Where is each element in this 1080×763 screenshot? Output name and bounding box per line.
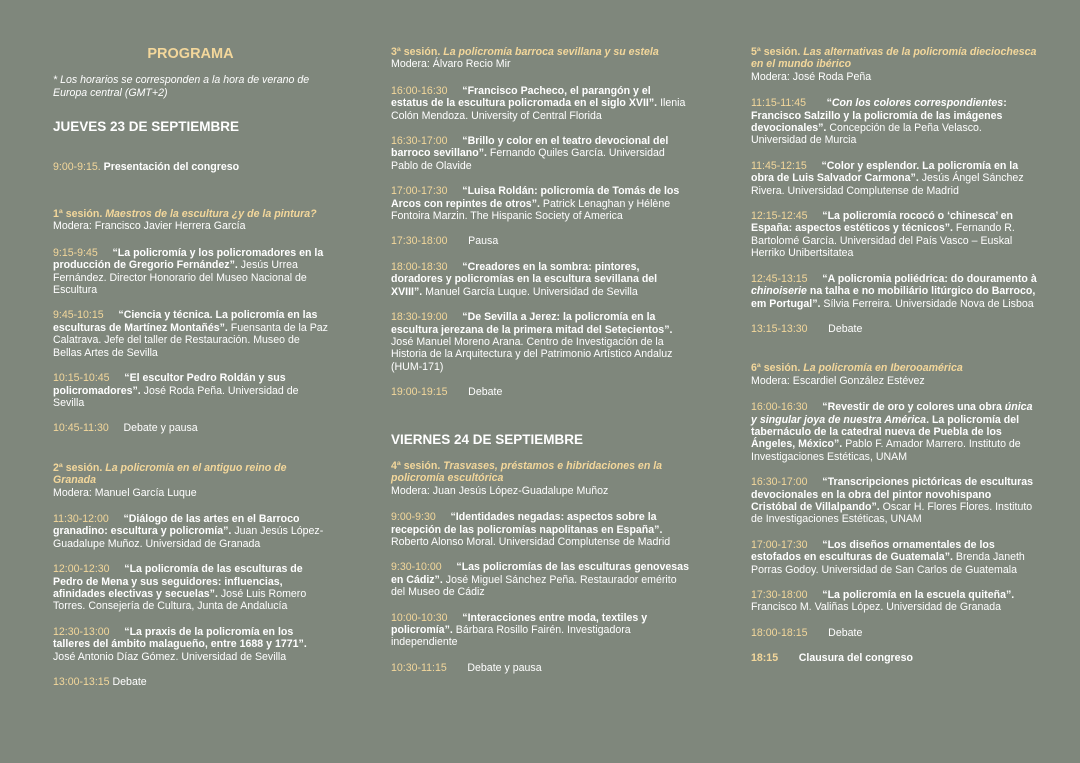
talk-speaker: Jesús Urrea Fernández. Director Honorario del Museo Nacional de Escultura <box>53 259 307 297</box>
talk-title: “Luisa Roldán: policromía de Tomás de los Arcos con repintes de otros”. <box>391 185 680 210</box>
talk-item <box>751 589 1037 614</box>
talk-title-start: “ <box>826 97 832 110</box>
closing-time: 18:15 <box>751 652 779 665</box>
talk-time: 12:00-12:30 <box>53 563 110 576</box>
break-text: Debate <box>468 386 503 399</box>
talk-item <box>751 97 1037 147</box>
talk-time: 9:45-10:15 <box>53 309 104 322</box>
talk-item <box>391 612 689 649</box>
talk-item <box>53 247 328 297</box>
talk-time: 10:00-10:30 <box>391 611 448 624</box>
session-moderator: Modera: Manuel García Luque <box>53 486 197 499</box>
talk-time: 18:30-19:00 <box>391 311 448 324</box>
break-time: 19:00-19:15 <box>391 386 448 399</box>
talk-item <box>53 626 328 663</box>
session-moderator: Modera: José Roda Peña <box>751 70 872 83</box>
session-4 <box>391 460 689 497</box>
opening-time: 9:00-9:15. <box>53 160 101 173</box>
talk-speaker: José Roda Peña. Universidad de Sevilla <box>53 384 299 409</box>
talk-speaker: Oscar H. Flores Flores. Instituto de Investigaciones Estéticas, UNAM <box>751 500 1033 526</box>
closing-text: Clausura del congreso <box>798 652 913 665</box>
break-item <box>53 422 328 434</box>
talk-title: “La policromía en la escuela quiteña”. <box>822 589 1015 601</box>
pause-text: Pausa <box>468 235 499 248</box>
day-heading-friday: VIERNES 24 DE SEPTIEMBRE <box>391 431 584 447</box>
talk-title: “Ciencia y técnica. La policromía en las esculturas de Martínez Montañés”. <box>53 309 318 334</box>
closing-item <box>751 652 1037 664</box>
talk-item <box>53 372 328 409</box>
talk-item <box>751 401 1037 463</box>
talk-item <box>53 309 328 359</box>
talk-item <box>391 135 689 172</box>
talk-title-italic: chinoiserie <box>751 285 807 298</box>
session-6 <box>751 362 1037 387</box>
talk-time: 11:45-12:15 <box>751 159 807 172</box>
session-moderator: Modera: Álvaro Recio Mir <box>391 58 511 71</box>
column-2 <box>391 46 689 687</box>
session-name: Trasvases, préstamos e hibridaciones en la policromía escultórica <box>391 459 663 485</box>
break-text: Debate <box>112 676 147 688</box>
session-name: Maestros de la escultura ¿y de la pintura? <box>105 208 317 221</box>
talk-item <box>751 160 1037 197</box>
talk-time: 9:00-9:30 <box>391 511 436 524</box>
talk-speaker: Juan Jesús López-Guadalupe Muñoz. Universidad de Granada <box>53 525 324 550</box>
talk-time: 9:30-10:00 <box>391 561 442 574</box>
talk-time: 12:15-12:45 <box>751 210 808 223</box>
break-time: 13:00-13:15 <box>53 676 110 688</box>
break-time: 10:45-11:30 <box>53 422 109 435</box>
talk-title: “Transcripciones pictóricas de esculturas devocionales en la obra del pintor novohispano Cristóbal de Villalpando”. <box>751 476 1034 513</box>
talk-item <box>53 563 328 613</box>
talk-speaker: Pablo F. Amador Marrero. Instituto de Investigaciones Estéticas, UNAM <box>751 438 1021 463</box>
break-text: Debate <box>828 322 863 335</box>
talk-title-end: : Francisco Salzillo y la policromía de las imágenes devocionales”. <box>751 97 1007 135</box>
talk-time: 11:30-12:00 <box>53 512 109 525</box>
break-time: 13:15-13:30 <box>751 322 808 335</box>
talk-time: 11:15-11:45 <box>751 97 806 110</box>
talk-title: “La praxis de la policromía en los talleres del ámbito malagueño, entre 1688 y 1771”. <box>53 625 307 651</box>
session-name: La policromía en el antiguo reino de Granada <box>53 461 287 487</box>
talk-title-end: na talha e no mobiliário litúrgico do Barroco, em Portugal”. <box>751 285 1036 310</box>
talk-item <box>751 210 1037 260</box>
session-name: Las alternativas de la policromía dieciochesca en el mundo ibérico <box>751 46 1037 71</box>
talk-title: “Diálogo de las artes en el Barroco granadino: escultura y policromía”. <box>53 512 300 538</box>
talk-title: “Color y esplendor. La policromía en la obra de Luis Salvador Carmona”. <box>751 159 1019 185</box>
talk-speaker: José Luis Romero Torres. Consejería de Cultura, Junta de Andalucía <box>53 587 307 613</box>
talk-item <box>391 85 689 122</box>
talk-time: 17:00-17:30 <box>751 538 808 551</box>
pause-time: 17:30-18:00 <box>391 235 448 248</box>
talk-item <box>751 476 1037 526</box>
opening-text: Presentación del congreso <box>103 160 240 173</box>
talk-title: “Interacciones entre moda, textiles y policromía”. <box>391 611 648 636</box>
talk-speaker: Fernando R. Bartolomé García. Universidad del País Vasco – Euskal Herriko Unibertsitatea <box>751 222 1015 260</box>
talk-time: 17:30-18:00 <box>751 589 808 601</box>
talk-title: “La policromía de las esculturas de Pedro de Mena y sus seguidores: influencias, afinidades electivas y secuelas”. <box>53 563 303 600</box>
talk-speaker: José Manuel Moreno Arana. Centro de Investigación de la Historia de la Arquitectura y del Patrimonio Artístico Andaluz (HUM-171) <box>391 335 673 373</box>
talk-item <box>751 273 1037 310</box>
talk-speaker: Sílvia Ferreira. Universidade Nova de Lisboa <box>823 297 1034 310</box>
talk-item <box>391 561 689 598</box>
break-item <box>391 662 689 674</box>
talk-title: “El escultor Pedro Roldán y sus policromadores”. <box>53 372 286 397</box>
talk-item <box>391 511 689 548</box>
talk-title-end: . La policromía del tabernáculo de la catedral nueva de Puebla de los Ángeles, México”. <box>751 413 1020 451</box>
talk-time: 17:00-17:30 <box>391 185 448 198</box>
talk-item <box>751 539 1037 576</box>
session-label: 1ª sesión. <box>53 208 103 221</box>
session-2 <box>53 462 328 499</box>
talk-speaker: José Antonio Díaz Gómez. Universidad de Sevilla <box>53 650 287 663</box>
talk-time: 12:45-13:15 <box>751 272 808 285</box>
talk-speaker: Jesús Ángel Sánchez Rivera. Universidad Complutense de Madrid <box>751 172 1024 197</box>
session-label: 3ª sesión. <box>391 46 441 58</box>
session-1 <box>53 208 328 233</box>
session-name: La policromía en Iberooamérica <box>803 362 963 375</box>
talk-time: 18:00-18:30 <box>391 260 448 273</box>
talk-speaker: Patrick Lenaghan y Hélène Fontoira Marzin. The Hispanic Society of America <box>391 197 671 223</box>
session-label: 6ª sesión. <box>751 362 801 375</box>
talk-title: “Las policromías de las esculturas genovesas en Cádiz”. <box>391 561 689 586</box>
session-label: 2ª sesión. <box>53 461 103 474</box>
talk-time: 16:00-16:30 <box>751 401 808 414</box>
break-item <box>53 676 328 688</box>
talk-title: “La policromía y los policromadores en la producción de Gregorio Fernández”. <box>53 246 324 272</box>
talk-speaker: Concepción de la Peña Velasco. Universidad de Murcia <box>751 122 982 147</box>
talk-speaker: Fernando Quiles García. Universidad Pablo de Olavide <box>391 147 665 172</box>
talk-time: 16:30-17:00 <box>751 476 808 489</box>
talk-speaker: Manuel García Luque. Universidad de Sevilla <box>425 285 638 298</box>
column-3 <box>751 46 1037 678</box>
session-moderator: Modera: Francisco Javier Herrera García <box>53 220 246 233</box>
talk-speaker: Ilenia Colón Mendoza. University of Central Florida <box>391 97 686 122</box>
opening-item <box>53 161 328 173</box>
talk-time: 16:30-17:00 <box>391 135 448 148</box>
program-title: PROGRAMA <box>147 46 234 62</box>
talk-title: “De Sevilla a Jerez: la policromía en la escultura jerezana de la primera mitad del Setecientos”. <box>391 311 673 336</box>
talk-item <box>391 185 689 222</box>
talk-title: “Brillo y color en el teatro devocional del barroco sevillano”. <box>391 135 669 160</box>
column-1 <box>53 46 328 701</box>
session-5 <box>751 46 1037 83</box>
talk-item <box>391 261 689 298</box>
talk-speaker: Bárbara Rosillo Fairén. Investigadora independiente <box>391 624 631 649</box>
session-label: 5ª sesión. <box>751 46 801 58</box>
talk-time: 16:00-16:30 <box>391 84 448 97</box>
talk-speaker: Roberto Alonso Moral. Universidad Complutense de Madrid <box>391 535 671 548</box>
break-text: Debate <box>828 626 863 639</box>
talk-speaker: Brenda Janeth Porras Godoy. Universidad de San Carlos de Guatemala <box>751 551 1025 576</box>
talk-title: “Identidades negadas: aspectos sobre la recepción de las policromías napolitanas en España”. <box>391 511 663 536</box>
break-text: Debate y pausa <box>123 422 198 435</box>
pause-item <box>391 235 689 247</box>
session-name: La policromía barroca sevillana y su estela <box>443 46 659 58</box>
talk-item <box>53 513 328 550</box>
break-item <box>751 627 1037 639</box>
session-moderator: Modera: Juan Jesús López-Guadalupe Muñoz <box>391 484 609 497</box>
break-time: 18:00-18:15 <box>751 626 808 639</box>
talk-title-italic: Con los colores correspondientes <box>831 97 1004 110</box>
break-item <box>391 386 689 398</box>
talk-time: 9:15-9:45 <box>53 246 98 259</box>
break-time: 10:30-11:15 <box>391 661 447 674</box>
talk-title-start: “A policromia poliédrica: do douramento à <box>822 272 1037 285</box>
talk-title-italic: única y singular joya de nuestra América <box>751 401 1033 426</box>
session-3 <box>391 46 689 71</box>
talk-title-start: “Revestir de oro y colores una obra <box>822 401 1005 414</box>
talk-title: “La policromía rococó o ‘chinesca’ en España: aspectos estéticos y técnicos”. <box>751 210 1014 235</box>
talk-time: 12:30-13:00 <box>53 625 110 638</box>
talk-item <box>391 311 689 373</box>
break-text: Debate y pausa <box>467 661 542 674</box>
talk-speaker: José Miguel Sánchez Peña. Restaurador emérito del Museo de Cádiz <box>391 573 677 599</box>
session-moderator: Modera: Escardiel González Estévez <box>751 374 925 387</box>
talk-speaker: Francisco M. Valiñas López. Universidad de Granada <box>751 601 1002 614</box>
session-label: 4ª sesión. <box>391 459 441 472</box>
talk-time: 10:15-10:45 <box>53 372 110 385</box>
talk-title: “Los diseños ornamentales de los estofados en esculturas de Guatemala”. <box>751 538 995 564</box>
timezone-note: * Los horarios se corresponden a la hora de verano de Europa central (GMT+2) <box>53 74 310 99</box>
talk-title: “Francisco Pacheco, el parangón y el estatus de la escultura policromada en el siglo XVII”. <box>391 84 658 110</box>
break-item <box>751 323 1037 335</box>
talk-title: “Creadores en la sombra: pintores, doradores y policromías en la escultura sevillana del XVIII”. <box>391 260 658 298</box>
talk-speaker: Fuensanta de la Paz Calatrava. Jefe del taller de Restauración. Museo de Bellas Artes de Sevilla <box>53 321 328 359</box>
day-heading-thursday: JUEVES 23 DE SEPTIEMBRE <box>53 119 240 135</box>
